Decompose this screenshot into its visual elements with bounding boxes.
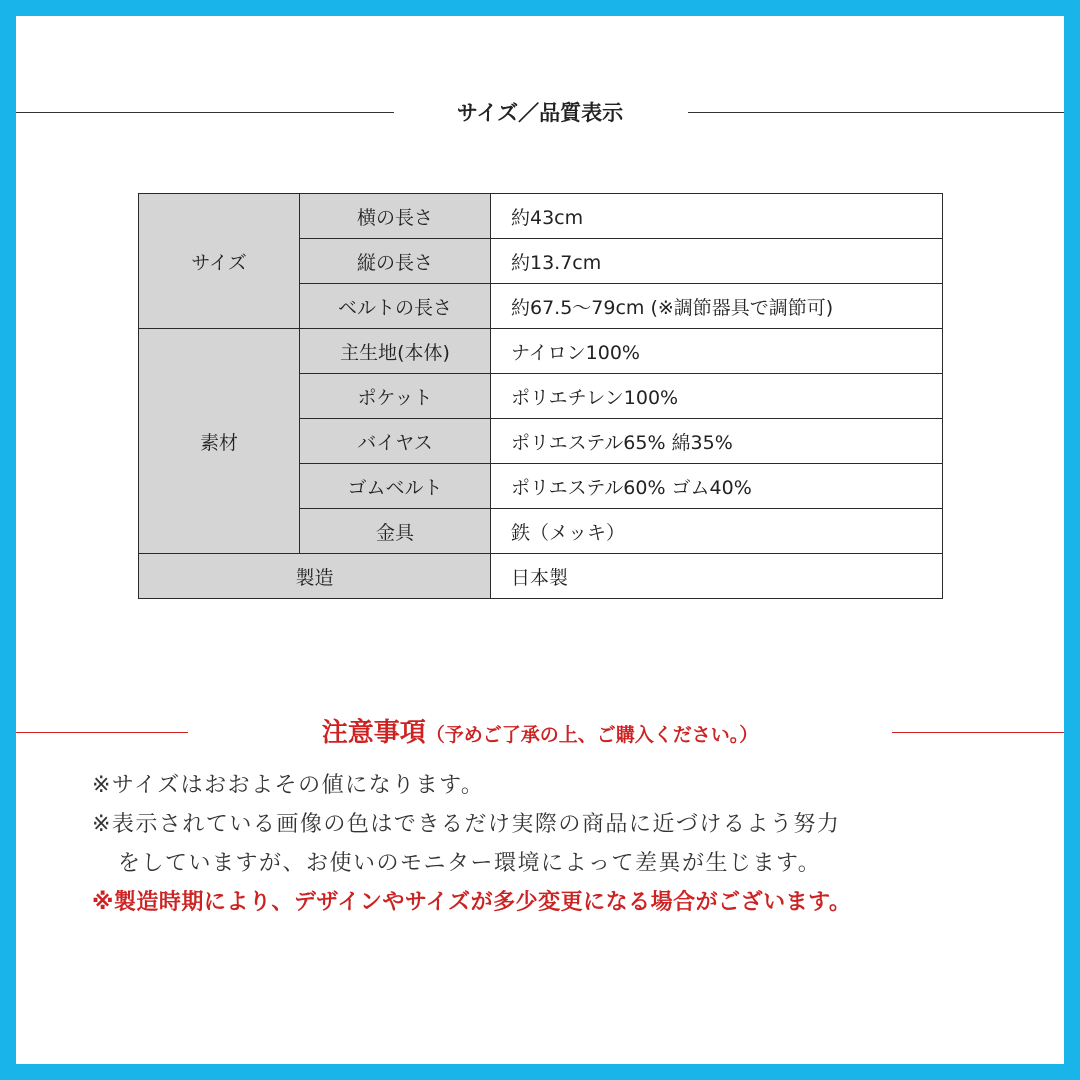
pocket-value: ポリエチレン100% — [491, 374, 943, 419]
table-row — [139, 329, 943, 374]
spec-panel — [16, 16, 1064, 1064]
notice-line: をしていますが、お使いのモニター環境によって差異が生じます。 — [118, 851, 822, 876]
origin-label: 製造 — [139, 554, 491, 599]
rubber-belt-value: ポリエステル60% ゴム40% — [491, 464, 943, 509]
notice-heading — [16, 713, 1064, 755]
belt-length-label: ベルトの長さ — [300, 284, 491, 329]
origin-value: 日本製 — [491, 554, 943, 599]
notice-section-header — [16, 713, 1064, 753]
bias-label: バイヤス — [300, 419, 491, 464]
notice-title: 注意事項 — [321, 718, 426, 748]
material-category-cell: 素材 — [139, 329, 300, 554]
main-fabric-value: ナイロン100% — [491, 329, 943, 374]
spec-table — [138, 193, 943, 599]
height-value: 約13.7cm — [491, 239, 943, 284]
rubber-belt-label: ゴムベルト — [300, 464, 491, 509]
belt-length-value: 約67.5～79cm (※調節器具で調節可) — [491, 284, 943, 329]
main-fabric-label: 主生地(本体) — [300, 329, 491, 374]
notice-line: ※サイズはおおよその値になります。 — [92, 773, 485, 798]
notice-list — [92, 766, 1052, 922]
notice-divider-right — [892, 732, 1064, 733]
notice-subtitle: （予めご了承の上、ご購入ください。） — [425, 724, 759, 746]
divider-right — [688, 112, 1064, 113]
table-row — [139, 194, 943, 239]
size-category-cell: サイズ — [139, 194, 300, 329]
table-row — [139, 554, 943, 599]
hardware-value: 鉄（メッキ） — [491, 509, 943, 554]
width-value: 約43cm — [491, 194, 943, 239]
hardware-label: 金具 — [300, 509, 491, 554]
width-label: 横の長さ — [300, 194, 491, 239]
pocket-label: ポケット — [300, 374, 491, 419]
height-label: 縦の長さ — [300, 239, 491, 284]
notice-line: ※表示されている画像の色はできるだけ実際の商品に近づけるよう努力 — [92, 812, 841, 837]
notice-warning: ※製造時期により、デザインやサイズが多少変更になる場合がございます。 — [92, 890, 852, 915]
spec-section-title: サイズ／品質表示 — [456, 101, 624, 125]
spec-section-header — [16, 93, 1064, 133]
bias-value: ポリエステル65% 綿35% — [491, 419, 943, 464]
